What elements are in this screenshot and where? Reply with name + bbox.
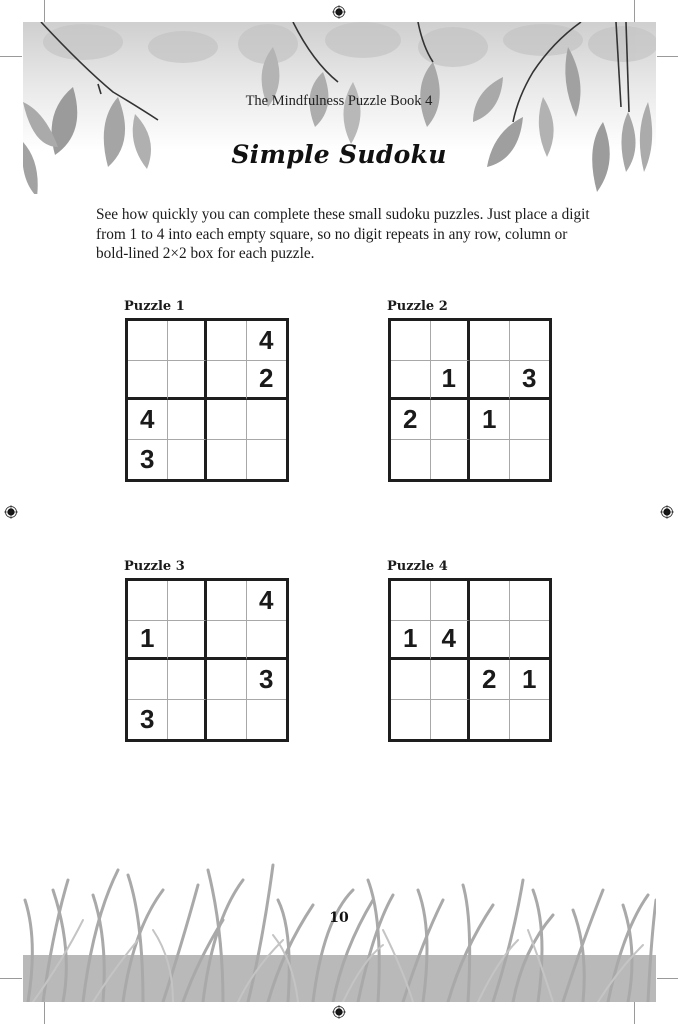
- grid-cell[interactable]: [431, 581, 471, 621]
- instructions-paragraph: See how quickly you can complete these small sudoku puzzles. Just place a digit from 1 to 4 into each empty square, so no digit repeats in any row, column or bold-lined 2×2 box for each puzzle.: [96, 206, 590, 262]
- grid-cell[interactable]: [207, 400, 247, 440]
- grid-cell[interactable]: [247, 700, 287, 740]
- puzzle-2: [388, 298, 552, 482]
- grid-cell[interactable]: 3: [510, 361, 550, 401]
- grid-cell[interactable]: [247, 400, 287, 440]
- grid-cell[interactable]: 4: [247, 581, 287, 621]
- grid-cell[interactable]: [510, 400, 550, 440]
- grid-cell[interactable]: [128, 660, 168, 700]
- sudoku-grid: [388, 578, 552, 742]
- grid-cell[interactable]: 4: [128, 400, 168, 440]
- grid-cell[interactable]: [168, 440, 208, 480]
- puzzle-4: [388, 558, 552, 742]
- page-title: Simple Sudoku: [231, 140, 447, 169]
- grid-cell[interactable]: [391, 321, 431, 361]
- grid-cell[interactable]: [391, 581, 431, 621]
- grid-cell[interactable]: [168, 400, 208, 440]
- grid-cell[interactable]: 3: [128, 440, 168, 480]
- sudoku-grid: [125, 578, 289, 742]
- grid-cell[interactable]: 1: [128, 621, 168, 661]
- grid-cell[interactable]: [510, 440, 550, 480]
- grid-cell[interactable]: [510, 581, 550, 621]
- registration-target-icon: [4, 505, 18, 519]
- grid-cell[interactable]: 1: [510, 660, 550, 700]
- grid-cell[interactable]: [431, 440, 471, 480]
- grid-cell[interactable]: [207, 581, 247, 621]
- grid-cell[interactable]: [391, 440, 431, 480]
- crop-mark-top-right-h: [657, 56, 678, 57]
- puzzle-1: [125, 298, 289, 482]
- registration-target-icon: [660, 505, 674, 519]
- grid-cell[interactable]: [128, 581, 168, 621]
- grid-cell[interactable]: [391, 700, 431, 740]
- sudoku-grid: [388, 318, 552, 482]
- puzzle-3: [125, 558, 289, 742]
- registration-target-icon: [332, 5, 346, 19]
- book-title: The Mindfulness Puzzle Book 4: [245, 93, 433, 109]
- grid-cell[interactable]: [470, 621, 510, 661]
- page-number: 10: [329, 910, 349, 926]
- grid-cell[interactable]: [470, 361, 510, 401]
- grid-cell[interactable]: [431, 700, 471, 740]
- puzzle-label: Puzzle 1: [124, 299, 185, 314]
- grid-cell[interactable]: [207, 321, 247, 361]
- grid-cell[interactable]: [207, 660, 247, 700]
- grid-cell[interactable]: 2: [247, 361, 287, 401]
- puzzle-label: Puzzle 4: [387, 559, 448, 574]
- grid-cell[interactable]: 2: [470, 660, 510, 700]
- grid-cell[interactable]: [207, 621, 247, 661]
- grid-cell[interactable]: [207, 700, 247, 740]
- grid-cell[interactable]: [168, 321, 208, 361]
- puzzle-label: Puzzle 2: [387, 299, 448, 314]
- grid-cell[interactable]: [391, 361, 431, 401]
- grid-cell[interactable]: 1: [391, 621, 431, 661]
- grid-cell[interactable]: [207, 440, 247, 480]
- grid-cell[interactable]: [168, 581, 208, 621]
- grass-illustration: [23, 860, 656, 1002]
- grid-cell[interactable]: [470, 440, 510, 480]
- grid-cell[interactable]: [470, 321, 510, 361]
- grid-cell[interactable]: [431, 321, 471, 361]
- grid-cell[interactable]: [128, 361, 168, 401]
- grid-cell[interactable]: 3: [247, 660, 287, 700]
- grid-cell[interactable]: [431, 660, 471, 700]
- sudoku-grid: [125, 318, 289, 482]
- grid-cell[interactable]: [431, 400, 471, 440]
- grid-cell[interactable]: [168, 621, 208, 661]
- grid-cell[interactable]: [168, 361, 208, 401]
- grid-cell[interactable]: [207, 361, 247, 401]
- registration-target-icon: [332, 1005, 346, 1019]
- grid-cell[interactable]: [168, 700, 208, 740]
- grid-cell[interactable]: 1: [431, 361, 471, 401]
- crop-mark-bottom-right-v: [634, 1000, 635, 1024]
- grid-cell[interactable]: 3: [128, 700, 168, 740]
- grid-cell[interactable]: [510, 700, 550, 740]
- grid-cell[interactable]: [168, 660, 208, 700]
- grid-cell[interactable]: 1: [470, 400, 510, 440]
- crop-mark-bottom-left-h: [0, 978, 22, 979]
- grid-cell[interactable]: [470, 581, 510, 621]
- grid-cell[interactable]: 2: [391, 400, 431, 440]
- grid-cell[interactable]: 4: [431, 621, 471, 661]
- crop-mark-bottom-left-v: [44, 1000, 45, 1024]
- crop-mark-top-left-h: [0, 56, 22, 57]
- crop-mark-bottom-right-h: [657, 978, 678, 979]
- grid-cell[interactable]: [391, 660, 431, 700]
- grid-cell[interactable]: [510, 321, 550, 361]
- grid-cell[interactable]: [247, 440, 287, 480]
- grid-cell[interactable]: 4: [247, 321, 287, 361]
- grid-cell[interactable]: [247, 621, 287, 661]
- grid-cell[interactable]: [510, 621, 550, 661]
- puzzle-label: Puzzle 3: [124, 559, 185, 574]
- grid-cell[interactable]: [128, 321, 168, 361]
- grid-cell[interactable]: [470, 700, 510, 740]
